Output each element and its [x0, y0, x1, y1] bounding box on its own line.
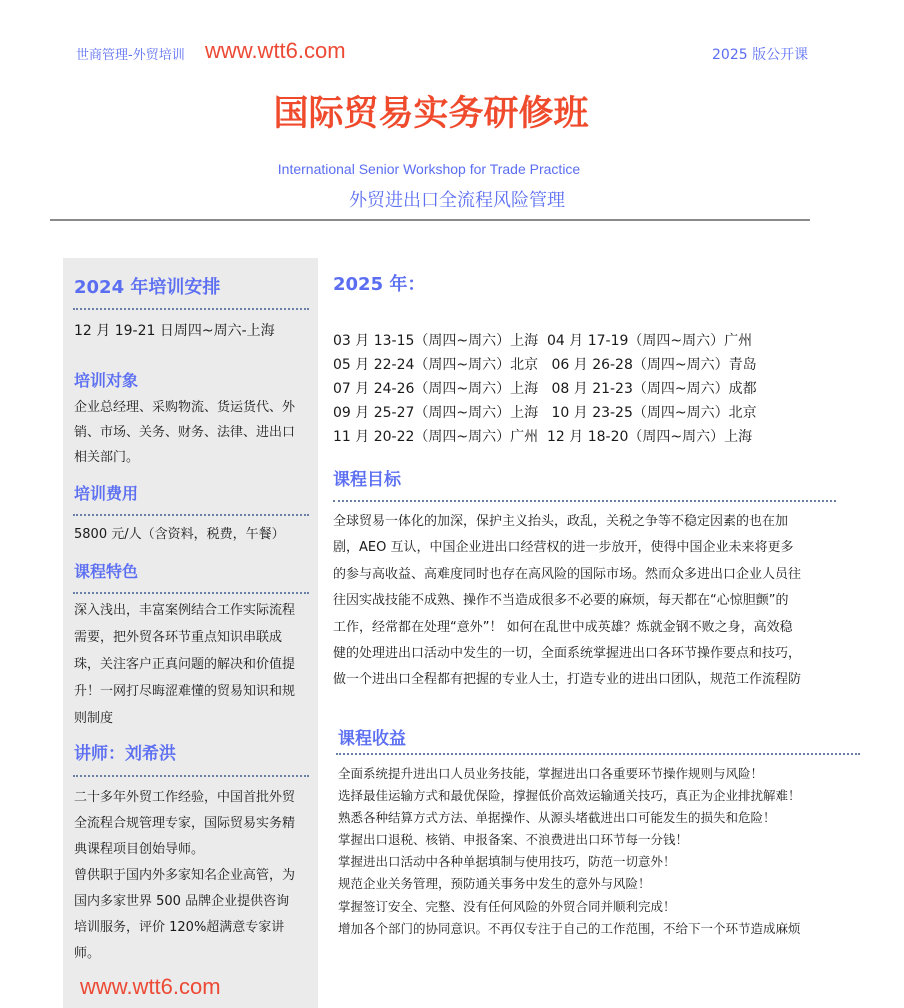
text-line: 做一个进出口全程都有把握的专业人士，打造专业的进出口团队，规范工作流程防	[333, 672, 802, 688]
divider	[73, 308, 309, 310]
text-line: 的参与高收益、高难度同时也存在高风险的国际市场。然而众多进出口企业人员往	[333, 566, 802, 582]
text-line: 相关部门。	[74, 450, 140, 465]
schedule-row: 05 月 22-24（周四~周六）北京 06 月 26-28（周四~周六）青岛	[333, 357, 757, 373]
text-line: 则制度	[74, 711, 114, 726]
fee-heading: 培训费用	[74, 484, 139, 503]
list-item: 掌握进出口活动中各种单据填制与使用技巧，防范一切意外！	[338, 854, 676, 870]
text-line: 升！一网打尽晦涩难懂的贸易知识和规	[74, 684, 296, 699]
list-item: 掌握出口退税、核销、申报备案、不浪费进出口环节每一分钱！	[338, 832, 689, 848]
schedule-2024-heading: 2024 年培训安排	[74, 277, 221, 298]
edition-label: 2025 版公开课	[712, 47, 809, 63]
text-line: 曾供职于国内外多家知名企业高管，为	[74, 868, 296, 883]
text-line: 剧，AEO 互认，中国企业进出口经营权的进一步放开，使得中国企业未来将更多	[333, 540, 794, 556]
text-line: 全流程合规管理专家，国际贸易实务精	[74, 816, 296, 831]
text-line: 典课程项目创始导师。	[74, 842, 205, 857]
fee-text: 5800 元/人（含资料，税费，午餐）	[74, 527, 285, 542]
divider	[336, 753, 860, 755]
lecturer-bio	[74, 785, 295, 967]
brand-label: 世商管理-外贸培训	[76, 48, 185, 63]
list-item: 规范企业关务管理，预防通关事务中发生的意外与风险！	[338, 876, 651, 892]
divider	[73, 592, 309, 594]
schedule-2025-list	[333, 329, 757, 449]
text-line: 培训服务，评价 120%超满意专家讲	[74, 920, 285, 935]
list-item: 全面系统提升进出口人员业务技能，掌握进出口各重要环节操作规则与风险！	[338, 766, 764, 781]
page-subtitle: 外贸进出口全流程风险管理	[349, 190, 565, 211]
website-link[interactable]: www.wtt6.com	[205, 38, 346, 63]
english-title: International Senior Workshop for Trade Practice	[277, 161, 581, 177]
text-line: 企业总经理、采购物流、货运货代、外	[74, 400, 296, 415]
schedule-2024-text: 12 月 19-21 日周四~周六-上海	[74, 323, 275, 339]
audience-text	[74, 395, 295, 470]
text-line: 师。	[74, 946, 101, 961]
list-item: 熟悉各种结算方式方法、单据操作、从源头堵截进出口可能发生的损失和危险！	[338, 810, 776, 826]
features-text	[74, 597, 295, 732]
schedule-2025-heading: 2025 年：	[333, 274, 426, 295]
schedule-row: 11 月 20-22（周四~周六）广州 12 月 18-20（周四~周六）上海	[333, 429, 753, 445]
lecturer-heading: 讲师：刘希洪	[74, 744, 176, 764]
text-line: 珠，关注客户正真问题的解决和价值提	[74, 657, 296, 672]
text-line: 国内多家世界 500 品牌企业提供咨询	[74, 894, 290, 909]
text-line: 深入浅出，丰富案例结合工作实际流程	[74, 603, 296, 618]
text-line: 二十多年外贸工作经验，中国首批外贸	[74, 790, 296, 805]
text-line: 工作，经常都在处理“意外”！ 如何在乱世中成英雄？炼就金钢不败之身，高效稳	[333, 619, 793, 635]
sidebar-website-link[interactable]: www.wtt6.com	[80, 974, 221, 999]
list-item: 掌握签订安全、完整、没有任何风险的外贸合同并顺利完成！	[338, 898, 676, 914]
schedule-row: 07 月 24-26（周四~周六）上海 08 月 21-23（周四~周六）成都	[333, 381, 757, 397]
objectives-heading: 课程目标	[333, 470, 401, 490]
schedule-row: 03 月 13-15（周四~周六）上海 04 月 17-19（周四~周六）广州	[333, 333, 753, 349]
page-title: 国际贸易实务研修班	[273, 94, 589, 134]
benefits-heading: 课程收益	[338, 729, 406, 749]
divider	[333, 500, 836, 502]
objectives-text	[333, 509, 801, 694]
divider	[73, 514, 309, 516]
header-divider	[50, 219, 810, 221]
text-line: 全球贸易一体化的加深，保护主义抬头，政乱，关税之争等不稳定因素的也在加	[333, 514, 789, 529]
divider	[73, 775, 309, 777]
features-heading: 课程特色	[74, 562, 139, 581]
text-line: 往因实战技能不成熟、操作不当造成很多不必要的麻烦，每天都在“心惊胆颤”的	[333, 593, 789, 609]
benefits-list	[338, 763, 801, 940]
audience-heading: 培训对象	[74, 371, 139, 390]
text-line: 健的处理进出口活动中发生的一切，全面系统掌握进出口各环节操作要点和技巧，	[333, 646, 802, 662]
list-item: 增加各个部门的协同意识。不再仅专注于自己的工作范围，不给下一个环节造成麻烦	[338, 920, 801, 936]
text-line: 销、市场、关务、财务、法律、进出口	[74, 425, 296, 440]
schedule-row: 09 月 25-27（周四~周六）上海 10 月 23-25（周四~周六）北京	[333, 405, 757, 421]
text-line: 需要，把外贸各环节重点知识串联成	[74, 630, 283, 645]
list-item: 选择最佳运输方式和最优保险，撑握低价高效运输通关技巧，真正为企业排扰解难！	[338, 788, 801, 804]
